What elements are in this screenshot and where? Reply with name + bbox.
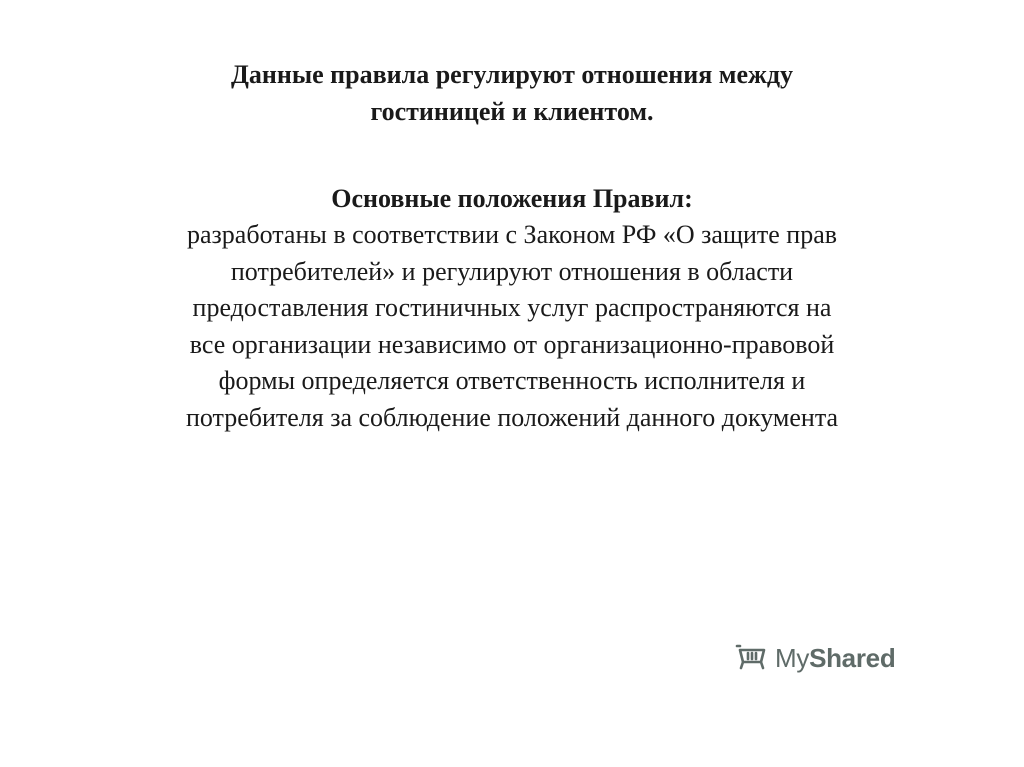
heading-line: Данные правила регулируют отношения между [230,60,794,89]
body-line: формы определяется ответственность исполнителя и [218,366,806,395]
watermark-text: MyShared [775,642,896,673]
body-paragraph [0,217,1024,436]
slide-heading [0,56,1024,130]
body-line: разработаны в соответствии с Законом РФ «О защите прав [186,220,838,249]
body-line: потребителя за соблюдение положений данного документа [185,402,839,432]
heading-line: гостиницей и клиентом. [370,97,654,126]
mysharded-watermark [735,640,895,676]
body-line: предоставления гостиничных услуг распространяются на [192,293,832,322]
mysharded-logo-icon [735,641,769,675]
section-subheading: Основные положения Правил: [331,184,693,213]
body-line: все организации независимо от организационно-правовой [189,329,835,359]
body-line: потребителей» и регулируют отношения в области [230,256,794,286]
